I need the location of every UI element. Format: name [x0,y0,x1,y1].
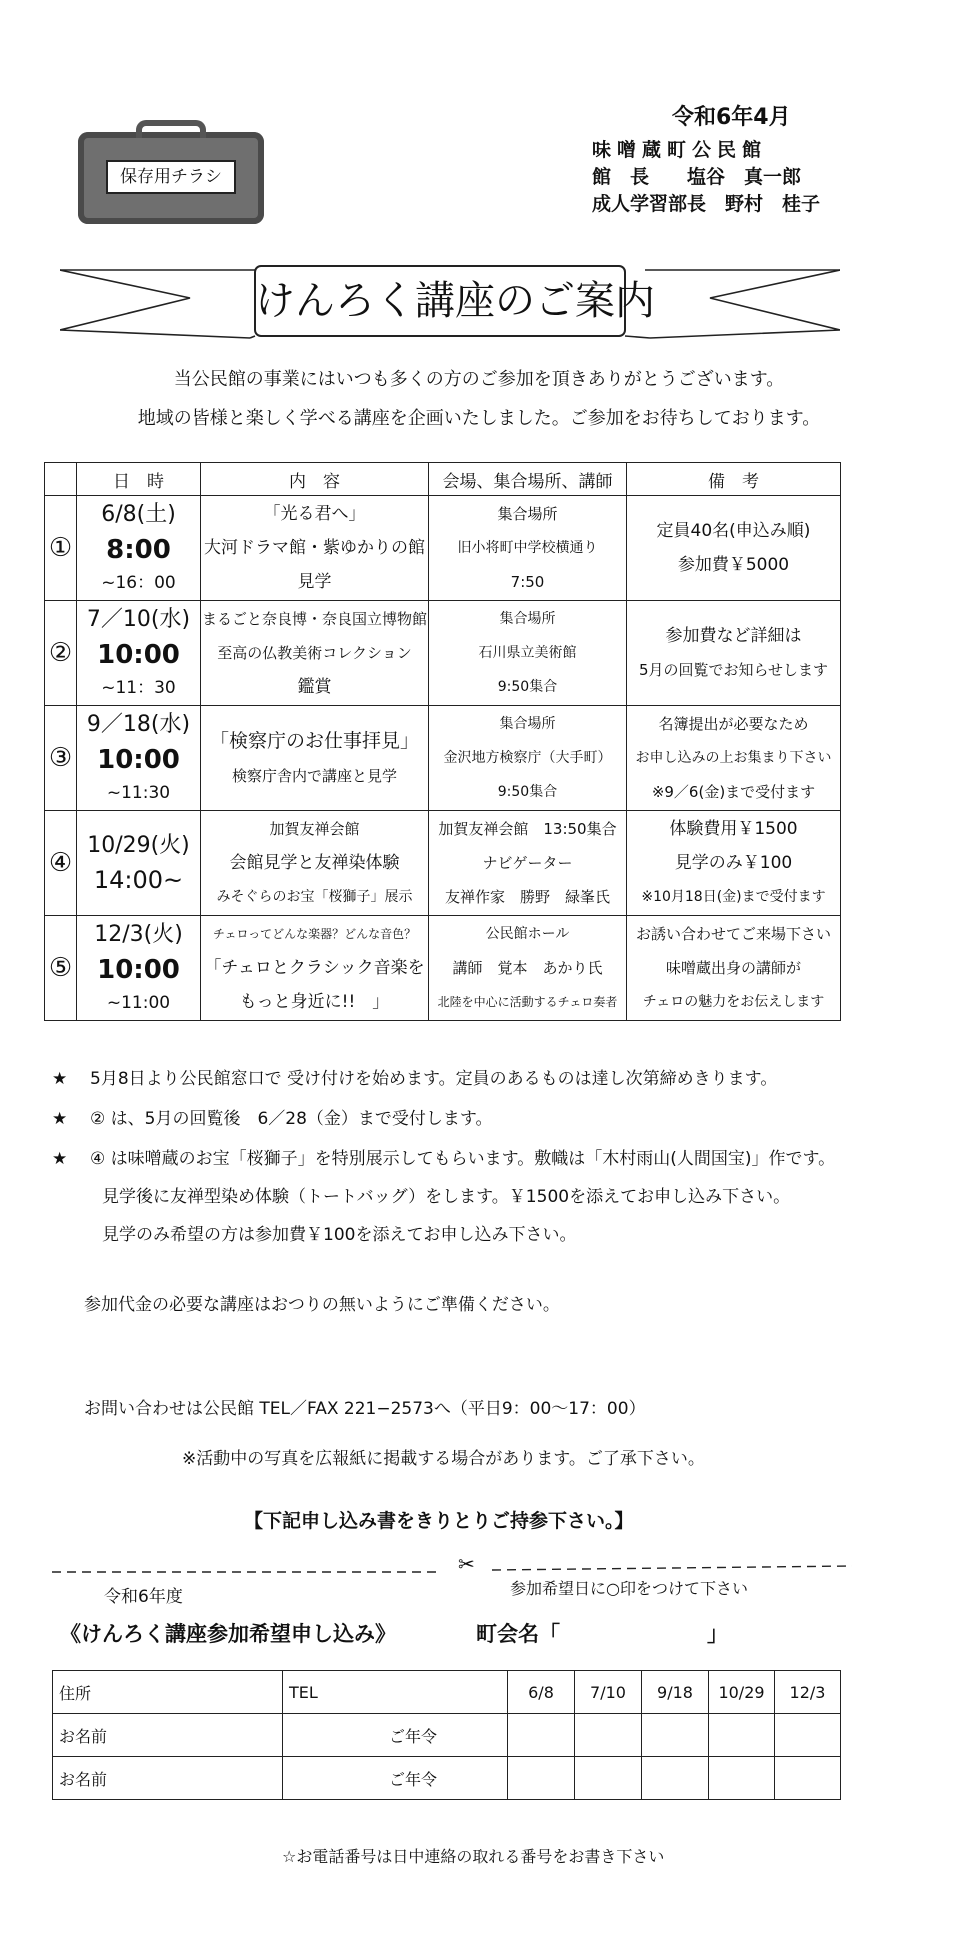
photo-notice: ※活動中の写真を広報紙に掲載する場合があります。ご了承下さい。 [182,1449,705,1469]
row-num: ② [45,601,77,706]
venue-line: ナビゲーター [482,854,573,872]
venue-line: 加賀友禅会館 13:50集合 [438,820,617,838]
form-row-name-1 [53,1714,841,1757]
star-icon: ★ [52,1069,68,1089]
issue-date: 令和6年4月 [672,105,791,130]
star-icon: ★ [52,1149,68,1169]
date-option-7-10[interactable]: 7/10 [575,1671,642,1714]
venue-line: 旧小将町中学校横通り [457,540,598,556]
content-line: チェロってどんな楽器？どんな音色？ [212,927,417,941]
intro-line-2: 地域の皆様と楽しく学べる講座を企画いたしました。ご参加をお待ちしております。 [137,408,821,429]
venue-line: 9:50集合 [497,784,558,800]
note-text: ④ は味噌蔵のお宝「桜獅子」を特別展示してもらいます。敷幟は「木村雨山(人間国宝)」作です。 [90,1149,836,1169]
date-option-10-29[interactable]: 10/29 [709,1671,775,1714]
content-line: 「光る君へ」 [263,504,366,524]
notes-line: 5月の回覧でお知らせします [638,661,829,679]
content-line: まるごと奈良博・奈良国立博物館 [201,610,427,628]
content-line: 至高の仏教美術コレクション [217,644,412,662]
dept-head: 成人学習部長 野村 桂子 [592,193,821,215]
venue-line: 講師 覚本 あかり氏 [452,959,603,977]
check-cell[interactable] [642,1757,709,1800]
bag-handle-icon [136,120,206,138]
venue-line: 9:50集合 [497,679,558,695]
note-text: 5月8日より公民館窓口で 受け付けを始めます。定員のあるものは達し次第締めきります。 [90,1069,778,1089]
notes-line: 味噌蔵出身の講師が [665,959,801,977]
content-line: 会館見学と友禅染体験 [229,853,400,873]
form-instruction: 参加希望日に○印をつけて下さい [510,1579,748,1598]
cut-here-notice: 【下記申し込み書をきりとりご持参下さい。】 [244,1510,634,1532]
venue-line: 友禅作家 勝野 緑峯氏 [444,888,610,906]
row-notes [627,601,841,706]
table-row [45,811,841,916]
venue-line: 金沢地方検察庁（大手町） [443,750,612,766]
row-time: 10:00 [97,955,180,985]
age-label[interactable]: ご年令 [283,1714,508,1757]
content-line: 鑑賞 [297,677,332,697]
venue-line: 北陸を中心に活動するチェロ奏者 [437,995,618,1009]
row-num: ③ [45,706,77,811]
content-line: みそぐらのお宝「桜獅子」展示 [216,889,413,905]
row-date: 6/8(土) [101,502,176,527]
star-icon: ★ [52,1109,68,1129]
note-2 [52,1104,493,1129]
form-row-address [53,1671,841,1714]
check-cell[interactable] [575,1757,642,1800]
content-line: 検察庁舎内で講座と見学 [231,767,397,785]
venue-line: 集合場所 [499,611,556,627]
row-venue [429,601,627,706]
org-name: 味噌蔵町公民館 [592,139,768,161]
content-line: 「チェロとクラシック音楽を [204,958,425,978]
row-content [201,496,429,601]
row-num: ④ [45,811,77,916]
notes-line: 体験費用￥1500 [669,819,798,839]
schedule-header-row [45,463,841,496]
notes-line: お申し込みの上お集まり下さい [635,750,832,766]
notes-line: 見学のみ￥100 [674,853,793,873]
content-line: 「検察庁のお仕事拝見」 [209,730,419,752]
scissors-icon: ✂ [458,1552,475,1576]
keep-flyer-badge [78,132,264,224]
row-date: 7／10(水) [86,607,191,632]
content-line: 大河ドラマ館・紫ゆかりの館 [204,538,425,558]
header-content: 内 容 [201,463,429,496]
row-num: ⑤ [45,916,77,1021]
row-end: ~11:30 [106,783,171,803]
date-option-9-18[interactable]: 9/18 [642,1671,709,1714]
header-venue: 会場、集合場所、講師 [429,463,627,496]
page-title: けんろく講座のご案内 [255,278,655,324]
check-cell[interactable] [709,1714,775,1757]
check-cell[interactable] [642,1714,709,1757]
note-1 [52,1064,777,1089]
notes-line: 定員40名(申込み順) [656,521,811,541]
check-cell[interactable] [775,1714,841,1757]
notes-line: お誘い合わせてご来場下さい [635,925,831,943]
content-line: もっと身近に!! 」 [239,992,390,1012]
row-end: ~11:00 [106,993,171,1013]
row-datetime [77,706,201,811]
check-cell[interactable] [508,1757,575,1800]
row-datetime [77,496,201,601]
form-row-name-2 [53,1757,841,1800]
content-line: 見学 [297,572,332,592]
notes-line: ※10月18日(金)まで受付ます [641,889,826,905]
row-notes [627,496,841,601]
form-year: 令和6年度 [104,1587,183,1607]
venue-line: 石川県立美術館 [478,645,577,661]
row-venue [429,916,627,1021]
row-time: 10:00 [97,745,180,775]
row-venue [429,706,627,811]
check-cell[interactable] [575,1714,642,1757]
row-time: 8:00 [106,535,171,565]
notes-line: 参加費など詳細は [665,626,802,646]
note-text: ② は、5月の回覧後 6／28（金）まで受付します。 [90,1109,493,1129]
row-date: 9／18(水) [86,712,191,737]
row-time: 10:00 [97,640,180,670]
row-datetime [77,601,201,706]
content-line: 加賀友禅会館 [269,820,360,838]
row-date: 10/29(火) [87,833,190,858]
note-3 [52,1144,835,1169]
schedule-table [44,462,841,1021]
row-notes [627,706,841,811]
venue-line: 集合場所 [497,505,558,523]
age-label[interactable]: ご年令 [283,1757,508,1800]
row-content [201,706,429,811]
application-form [52,1670,841,1800]
table-row [45,916,841,1021]
badge-label: 保存用チラシ [106,160,236,194]
date-option-6-8[interactable]: 6/8 [508,1671,575,1714]
intro-line-1: 当公民館の事業にはいつも多くの方のご参加を頂きありがとうございます。 [173,369,785,390]
row-num: ① [45,496,77,601]
form-title: 《けんろく講座参加希望申し込み》 [60,1622,396,1646]
row-time: 14:00~ [93,866,184,894]
tel-label[interactable]: TEL [283,1671,508,1714]
table-row [45,706,841,811]
row-datetime [77,811,201,916]
name-label[interactable]: お名前 [53,1714,283,1757]
notes-line: 名簿提出が必要なため [658,715,809,733]
row-notes [627,811,841,916]
change-note: 参加代金の必要な講座はおつりの無いようにご準備ください。 [84,1295,560,1315]
row-content [201,916,429,1021]
check-cell[interactable] [775,1757,841,1800]
row-end: ~16：00 [101,573,176,593]
header-notes: 備 考 [627,463,841,496]
address-label[interactable]: 住所 [53,1671,283,1714]
row-notes [627,916,841,1021]
venue-line: 7:50 [510,573,545,591]
form-footer-note: ☆お電話番号は日中連絡の取れる番号をお書き下さい [282,1847,665,1866]
notes-line: チェロの魅力をお伝えします [642,994,825,1010]
note-3-cont-2: 見学のみ希望の方は参加費￥100を添えてお申し込み下さい。 [102,1225,577,1245]
row-datetime [77,916,201,1021]
row-date: 12/3(火) [94,922,183,947]
row-content [201,601,429,706]
venue-line: 集合場所 [499,716,556,732]
contact-info: お問い合わせは公民館 TEL／FAX 221−2573へ（平日9：00〜17：00） [84,1399,646,1419]
notes-line: ※9／6(金)まで受付ます [651,783,816,801]
row-content [201,811,429,916]
venue-line: 公民館ホール [485,926,570,942]
table-row [45,496,841,601]
table-row [45,601,841,706]
row-venue [429,496,627,601]
header-num [45,463,77,496]
director: 館 長 塩谷 真一郎 [592,166,802,188]
check-cell[interactable] [508,1714,575,1757]
name-label[interactable]: お名前 [53,1757,283,1800]
row-end: ~11：30 [101,678,176,698]
row-venue [429,811,627,916]
note-3-cont-1: 見学後に友禅型染め体験（トートバッグ）をします。￥1500を添えてお申し込み下さい。 [102,1187,791,1207]
check-cell[interactable] [709,1757,775,1800]
notes-line: 参加費￥5000 [677,555,790,575]
header-datetime: 日 時 [77,463,201,496]
issuer-block [592,104,820,218]
date-option-12-3[interactable]: 12/3 [775,1671,841,1714]
town-name-field[interactable]: 町会名「 」 [476,1622,728,1646]
